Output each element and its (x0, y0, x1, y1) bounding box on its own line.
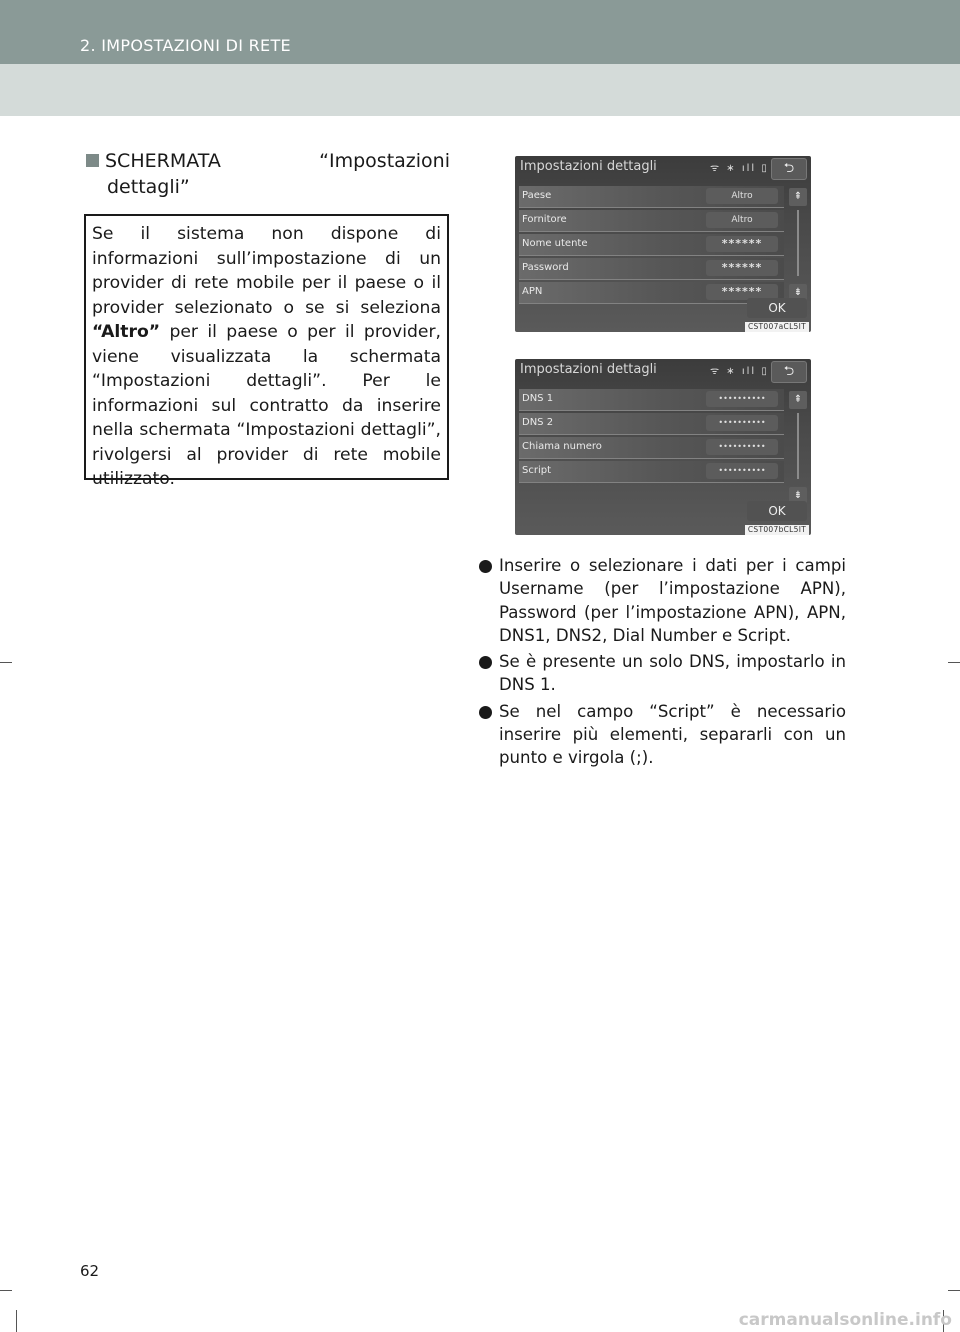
row-chiama-numero[interactable]: Chiama numero •••••••••• (519, 437, 784, 459)
section-heading (86, 148, 450, 200)
bullet-dot-icon (479, 706, 492, 719)
row-paese[interactable]: Paese Altro (519, 186, 784, 208)
crop-mark (0, 662, 12, 663)
scroll-up-icon[interactable]: ⇞ (789, 188, 807, 206)
square-bullet-icon (86, 154, 99, 167)
info-box (84, 214, 449, 489)
row-nome-utente[interactable]: Nome utente ****** (519, 234, 784, 256)
screen-title: Impostazioni dettagli (520, 159, 657, 174)
crop-mark (16, 1310, 17, 1332)
ok-button[interactable]: OK (747, 501, 807, 521)
crop-mark (948, 1290, 960, 1291)
heading-part-a: SCHERMATA (105, 150, 221, 172)
list-item: Inserire o selezionare i dati per i campi Username (per l’impostazione APN), Password (per l’impostazione APN), APN, DNS1, DNS2, Dial Number e Script. (478, 554, 846, 647)
header-subband (0, 64, 960, 116)
chapter-title: 2. IMPOSTAZIONI DI RETE (80, 36, 291, 55)
altro-keyword: “Altro” (92, 322, 161, 342)
info-text: Se il sistema non dispone di informazioni sull’impostazione di un provider di rete mobile per il paese o il provider selezionato o se si seleziona “Altro” per il paese o per il provider, viene visualizzata la schermata “Impostazioni dettagli”. Per le informazioni sul contratto da inserire nella schermata “Impostazioni dettagli”, rivolgersi al provider di rete mobile utilizzato. (92, 224, 441, 489)
bullet-dot-icon (479, 560, 492, 573)
heading-part-b: “Impostazioni (319, 150, 450, 172)
screenshot-impostazioni-dettagli-1 (515, 156, 811, 332)
row-dns-2[interactable]: DNS 2 •••••••••• (519, 413, 784, 435)
scroll-down-icon[interactable]: ⇟ (789, 487, 807, 505)
row-dns-1[interactable]: DNS 1 •••••••••• (519, 389, 784, 411)
bullet-dot-icon (479, 656, 492, 669)
screenshot-impostazioni-dettagli-2 (515, 359, 811, 535)
page-number: 62 (80, 1262, 100, 1280)
instruction-list (478, 554, 846, 773)
watermark: carmanualsonline.info (738, 1310, 952, 1330)
row-password[interactable]: Password ****** (519, 258, 784, 280)
row-fornitore[interactable]: Fornitore Altro (519, 210, 784, 232)
back-icon[interactable]: ⮌ (771, 361, 807, 383)
back-icon[interactable]: ⮌ (771, 158, 807, 180)
scrollbar-track (797, 210, 799, 276)
status-icons: ᯤ ∗ ıll ▯ (710, 163, 769, 174)
figure-code: CST007bCL5IT (745, 525, 809, 535)
list-item: Se è presente un solo DNS, impostarlo in DNS 1. (478, 650, 846, 697)
figure-code: CST007aCL5IT (745, 322, 809, 332)
list-item: Se nel campo “Script” è necessario inserire più elementi, separarli con un punto e virgola (;). (478, 700, 846, 770)
scroll-down-icon[interactable]: ⇟ (789, 284, 807, 302)
row-script[interactable]: Script •••••••••• (519, 461, 784, 483)
crop-mark (0, 1290, 12, 1291)
screen-title: Impostazioni dettagli (520, 362, 657, 377)
crop-mark (948, 662, 960, 663)
heading-line-2: dettagli” (107, 176, 190, 198)
scrollbar-track (797, 413, 799, 479)
row-apn[interactable]: APN ****** (519, 282, 784, 304)
ok-button[interactable]: OK (747, 298, 807, 318)
scroll-up-icon[interactable]: ⇞ (789, 391, 807, 409)
status-icons: ᯤ ∗ ıll ▯ (710, 366, 769, 377)
